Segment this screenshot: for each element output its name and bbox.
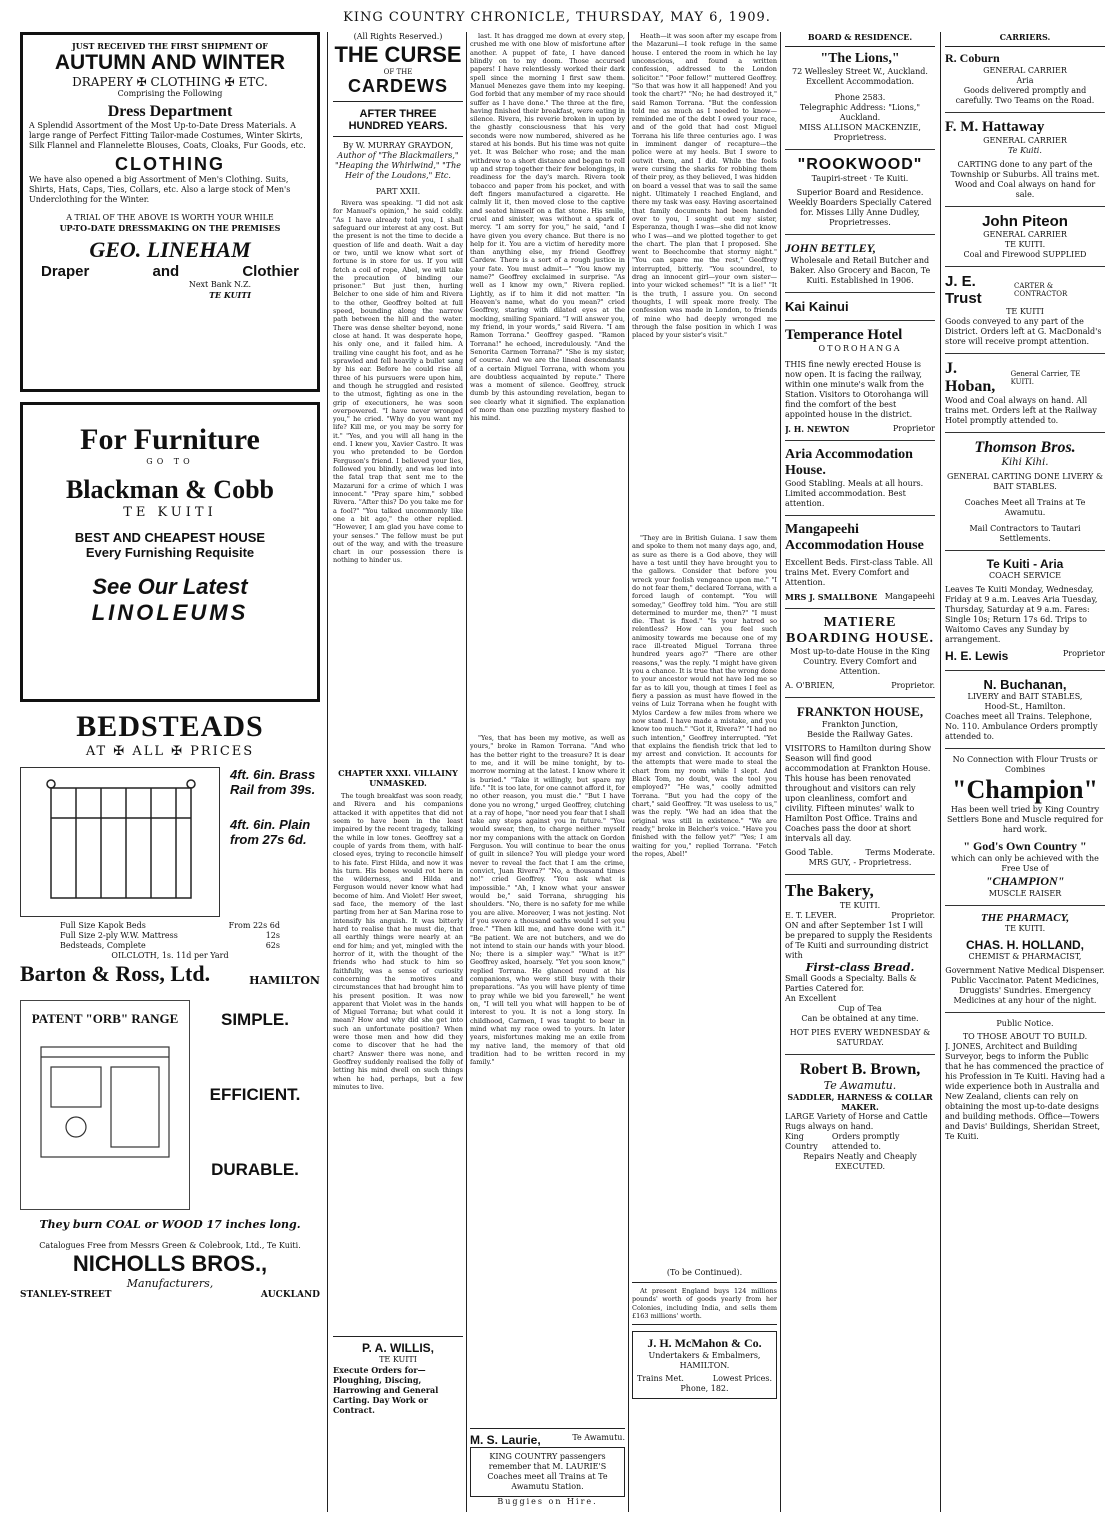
mcmahon-phone: Phone, 182. [680, 1384, 729, 1394]
matiere-name: MATIERE BOARDING HOUSE. [785, 615, 935, 646]
thomson-coaches: Coaches Meet all Trains at Te Awamutu. [964, 498, 1086, 517]
build-text: J. JONES, Architect and Building Surveyor, begs to inform the Public that he has commenced the practice of his Profession in Te Kuiti. Having had a wide experience both in Australia and New Zealand, clients can rely on obtaining the most up-to-date designs and building methods. Office—Towers and Davis' Buildings, Sheridan Street, Te Kuiti. [945, 1042, 1105, 1141]
story-text-col3b: "Yes, that has been my motive, as well as yours," broke in Ramon Torrana. "And who has the better right to the treasure? It is dear to me, and it will be mine tonight, by to-morrow morning at the latest. I know where it is buried." "Take it willingly, but spare my life." "It is too late, for one cannot afford it, for no other reason, you must die." "But I have done you no wrong," urged Geoffrey, clutching at a ray of hope, "nor need you fear that I shall take any steps against you in future." "You would swear, then, to charge neither myself nor my companions with the attack on Gordon Ferguson. You will continue to bear the onus of guilt in silence? You will pledge your word never to reveal the fact that I am the crime, convict, Juan Rivera?" "No, a thousand times no!" cried Geoffrey. "You ask what is impossible." "Ah, I know what your answer would be," said Torrana, shrugging his shoulders. "No, there is no safety for me while you are alive. Moreover, I was not jesting. Not if you swore a thousand oaths would I set you free." "Then kill me, and have done with it." "Be patient. We are not butchers, and we do not intend to stain our hands with your blood. No; there is a simpler way." "What is it?" Geoffrey asked, hoarsely. "Yet you soon know," replied Torrana. He glanced round at his companions, who were still busy with their preparations. "As you will have plenty of time to pray while we bid you farewell," he went on, "I will tell you what will happen to be of interest to you. It is not a long story. In childhood, Carmen, I was taught to bear in mind what my race owed to yours. In later years, misfortunes making me an exile from my native land, the memory of that old tradition had to be written record in my family." [470, 734, 625, 1067]
bakery-name: The Bakery, [785, 881, 874, 900]
furniture-firm: Blackman & Cobb [65, 475, 275, 504]
thomson-name: Thomson Bros. [974, 439, 1076, 456]
obrien-name: A. O'BRIEN, [785, 681, 835, 690]
newton-name: J. H. NEWTON [785, 424, 850, 434]
bakery-hot-pies: HOT PIES EVERY WEDNESDAY & SATURDAY. [789, 1028, 931, 1047]
mangapeehi-text: Excellent Beds. First-class Table. All trains Met. Every Comfort and Attention. [785, 558, 933, 587]
bedsteads-brass: 4ft. 6in. Brass Rail from 39s. [230, 767, 316, 797]
champion-gods-own: " God's Own Country " [963, 839, 1087, 853]
laurie-name: M. S. Laurie, [470, 1433, 541, 1447]
story-text-col3: last. It has dragged me down at every step, crushed me with one blow of misfortune after another. A puppet of fate, I have danced blindly on to my doom. Those accursed papers! I have relentlessly worked their dark spell since the morning I first saw them. Manuel Menezes gave them into my keeping. God forbid that any member of my race should suffer as I have done." The three at the fire, having finished their breakfast, were eating in silence. Rivera, his reverie broken in upon by the ghastly consciousness that his very seconds were now numbered, shivered as he stared at his bonds. But his time was not quite yet. It was Belcher who rose; and the man withdrew to a short distance and began to roll up and strap together their few belongings, in readiness for the day's march. Rivera took tobacco and paper from his pocket, and with deft fingers manufactured a cigarette. He calmly lit it, then moved close to the captive and seated himself on a flat stone. His smile, cruel and sinister, was without a spark of mercy. "I am sorry for you," he said, "and I have given you every chance. But there is no help for it. You are a victim of heredity more than anything else, my friend Geoffrey Cardew. There is a sort of a rough justice in your fate. You must admit—" "You know my name?" Geoffrey exclaimed in surprise. "As well as I know my own," Rivera replied. Lightly, as if to him it did not matter. "In Heaven's name, what do you mean?" cried Geoffrey, staring with dilated eyes at the mocking, smiling Spaniard. "I will answer you, my friend, in your words," said Rivera. "I am Ramon Torrana." Geoffrey gasped. "Ramon Torrana!" he echoed, incredulously. "And the Senorita Carmen Torrana?" "She is my sister, of course. And we are the lineal descendants of a certain Miguel Torrana, with whom you are doubtless acquainted by repute." There was a moment of silence. Geoffrey, struck dumb by this astounding revelation, began to see clearly what it signified. The explanation of more than one puzzling mystery flashed to his mind. [470, 32, 625, 423]
bedsteads-town: HAMILTON [249, 974, 320, 987]
bedsteads-oilcloth: OILCLOTH, 1s. 11d per Yard [111, 951, 229, 960]
bakery-cup-text: Can be obtained at any time. [801, 1014, 919, 1023]
furniture-ad [20, 402, 320, 702]
furniture-goto: GO TO [146, 457, 194, 466]
build-head: TO THOSE ABOUT TO BUILD. [962, 1032, 1088, 1041]
lineham-line3: DRAPERY ✠ CLOTHING ✠ ETC. [72, 75, 268, 89]
bettley-name: JOHN BETTLEY, [785, 241, 876, 255]
furniture-every: Every Furnishing Requisite [85, 545, 255, 560]
lions-tel: Telegraphic Address: "Lions," Auckland. [799, 103, 921, 122]
hoban-name: J. Hoban, [945, 360, 996, 395]
aria-coach-name: Te Kuiti - Aria [986, 557, 1064, 571]
lineham-ad [20, 32, 320, 392]
lineham-dept: Dress Department [107, 103, 233, 120]
aria-coach-sub: COACH SERVICE [988, 571, 1062, 580]
trust-trade: CARTER & CONTRACTOR [1014, 282, 1068, 298]
story-title2: CARDEWS [348, 76, 448, 96]
column-story-1 [333, 32, 463, 1512]
holland-name: CHAS. H. HOLLAND, [966, 938, 1084, 952]
orb-simple: SIMPLE. [220, 1010, 289, 1029]
bedsteads-ad [20, 710, 320, 1000]
champion-gods-text: which can only be achieved with the Free Use of [951, 854, 1099, 873]
temperance-place: OTOROHANGA [818, 344, 902, 353]
public-notice: Public Notice. [996, 1019, 1054, 1028]
mcmahon-name: J. H. McMahon & Co. [647, 1336, 762, 1351]
willis-name: P. A. WILLIS, [361, 1341, 434, 1355]
story-text-col2: Rivera was speaking. "I did not ask for Manuel's opinion," he said coldly. "As I have already told you, I shall safeguard our interest at any cost. But the present is not the time to decide a question of life and death. Wait a day or two, until we know what sort of fortune is in store for us. If you will fetch a coil of rope, Abel, we will take the precaution of binding our prisoner." But just then, hurling Belcher to one side of him and Rivera to the other, Geoffrey bolted at full speed, bounding along the narrow path between the hill and the water. There was dense shelter beyond, none close at hand. It was desperate hope, his only one, and it failed him. A trailing vine caught his foot, and as he sprawled and fell heavily a bullet sang by his ear. Before he could rise all three of his pursuers were upon him, and though he struggled and resisted to the utmost, fighting as one in the grip of executioners, he was soon overpowered. "I have never wronged you," he cried. "Why do you want my life? Kill me, or you may be sorry for it." "Yes, and you will all hang in the end. I knew you, Xavier Castro. It was you who pretended to be Gordon Ferguson's friend. I believed your lies, followed you blindly, and was led into the fatal trap that sent me to the Mazaruni for a crime of which I was innocent." "Pray spare him," sobbed Rivera. "After this? Do you take me for a fool?" "You talked uncommonly like one a bit ago," the other replied. "However, I am glad you have come to your senses." The fellow must be put out of the way, and with the treasure chart in our possession there is nothing to hinder us. [333, 199, 463, 565]
holland-trade: CHEMIST & PHARMACIST, [968, 952, 1082, 961]
bakery-text: ON and after September 1st I will be prepared to supply the Residents of Te Kuiti and surrounding district with [785, 921, 933, 960]
champion-name: "Champion" [952, 775, 1098, 804]
piteon-name: John Piteon [982, 213, 1068, 230]
bakery-bread: First-class Bread. [805, 961, 915, 974]
story-of: OF THE [383, 68, 413, 76]
frankton-good-table: Good Table. [785, 848, 834, 857]
newton-proprietor: Proprietor [892, 424, 935, 433]
column-story-3 [632, 32, 777, 1512]
thomson-place: Kihi Kihi. [1001, 457, 1049, 468]
lions-phone: Phone 2583. [834, 93, 886, 102]
bedstead-illustration [20, 767, 220, 917]
board-head: BOARD & RESIDENCE. [807, 32, 913, 42]
bakery-town: TE KUITI. [839, 901, 881, 910]
piteon-text: Coal and Firewood SUPPLIED [963, 250, 1087, 259]
lineham-clothing: CLOTHING [115, 154, 225, 174]
coburn-name: R. Coburn [945, 51, 1000, 65]
orb-efficient: EFFICIENT. [209, 1085, 301, 1104]
bettley-text: Wholesale and Retail Butcher and Baker. Also Grocery and Bacon, Te Kuiti. Established in 1906. [789, 256, 931, 285]
coburn-trade: GENERAL CARRIER [983, 66, 1067, 75]
masthead: KING COUNTRY CHRONICLE, THURSDAY, MAY 6, 1909. [343, 10, 771, 25]
holland-text: Government Native Medical Dispenser. Public Vaccinator. Patent Medicines, Druggists' Sundries. Emergency Medicines at any hour of the night. [945, 966, 1105, 1005]
orb-city: AUCKLAND [260, 1290, 320, 1300]
trust-name: J. E. Trust [945, 273, 982, 307]
orb-manuf: Manufacturers, [126, 1277, 214, 1290]
column-ads-left [20, 32, 320, 1300]
mangapeehi-name: Mangapeehi [785, 522, 859, 537]
willis-town: TE KUITI [379, 1355, 417, 1364]
thomson-mail: Mail Contractors to Tautari Settlements. [969, 524, 1081, 543]
frankton-junction: Frankton Junction, [821, 720, 899, 729]
lineham-name: GEO. LINEHAM [89, 237, 251, 262]
lions-prop: MISS ALLISON MACKENZIE, Proprietress. [799, 123, 921, 142]
champion-intro: No Connection with Flour Trusts or Combines [952, 755, 1098, 774]
bedsteads-complete-price: 62s [265, 941, 280, 950]
lever-prop: Proprietor. [891, 911, 935, 920]
lineham-and: and [152, 263, 180, 280]
aria-name: Aria Accommodation House. [785, 447, 913, 478]
hoban-text: Wood and Coal always on hand. All trains met. Orders left at the Railway Hotel promptly attended to. [945, 396, 1097, 425]
frankton-name: FRANKTON HOUSE, [796, 704, 924, 719]
temperance-text: THIS fine newly erected House is now open. It is facing the railway, within one minute's walk from the Station. Visitors to Otorohanga will find the comfort of the best appointed house in the district. [785, 360, 929, 419]
furniture-lino: LINOLEUMS [91, 600, 249, 625]
bedsteads-complete: Bedsteads, Complete [60, 941, 146, 950]
story-by: By W. MURRAY GRAYDON, [342, 141, 454, 150]
hattaway-text: CARTING done to any part of the Township or Suburbs. All trains met. Wood and Coal always on hand for sale. [950, 160, 1100, 199]
furniture-see: See Our Latest [92, 574, 248, 599]
column-board [785, 32, 935, 1512]
carriers-head: CARRIERS. [999, 32, 1051, 42]
lions-addr: 72 Wellesley Street W., Auckland. [792, 67, 928, 76]
bedsteads-kapok: Full Size Kapok Beds [60, 921, 146, 930]
pharmacy-town: TE KUITI. [1004, 924, 1046, 933]
rookwood-addr: Taupiri-street · Te Kuiti. [811, 174, 909, 183]
temperance-name: Temperance Hotel [785, 327, 903, 343]
mangapeehi-name2: Accommodation House [785, 538, 924, 553]
hattaway-name: F. M. Hattaway [945, 119, 1045, 135]
willis-ad [333, 1341, 463, 1415]
trust-town: TE KUITI [1006, 307, 1044, 316]
story-rights: (All Rights Reserved.) [353, 32, 443, 41]
lineham-dept-text: A Splendid Assortment of the Most Up-to-Date Dress Materials. A large range of Perfect Fitting Tailor-made Costumes, Winter Skirts, Silk Flannel and Flannelette Blouses, Coats, Cloaks, Fur Goods, etc. [29, 121, 306, 150]
rookwood-name: "ROOKWOOD" [797, 156, 923, 173]
column-carriers [945, 32, 1105, 1512]
story-continued: (To be Continued). [666, 1268, 743, 1277]
buchanan-text: Coaches meet all Trains. Telephone, No. 110. Ambulance Orders promptly attended to. [945, 712, 1098, 741]
news-item: At present England buys 124 millions pounds' worth of goods yearly from her Colonies, including India, and sells them £163 millions' worth. [632, 1287, 777, 1320]
orb-range-illustration [20, 1000, 190, 1210]
story-subtitle: AFTER THREE HUNDRED YEARS. [348, 108, 448, 132]
piteon-town: TE KUITI. [1004, 240, 1046, 249]
lewis-name: H. E. Lewis [945, 649, 1009, 663]
bedsteads-firm: Barton & Ross, Ltd. [20, 961, 211, 986]
buchanan-name: N. Buchanan, [983, 677, 1067, 692]
lineham-next: Next Bank N.Z. [188, 280, 251, 289]
lineham-line2: AUTUMN AND WINTER [54, 51, 286, 74]
orb-durable: DURABLE. [211, 1160, 299, 1179]
piteon-trade: GENERAL CARRIER [983, 230, 1067, 239]
bakery-cup: Cup of Tea [838, 1004, 882, 1013]
lineham-town: TE KUITI [209, 290, 251, 300]
brown-orders: Orders promptly attended to. [831, 1132, 900, 1151]
frankton-text: VISITORS to Hamilton during Show Season will find good accommodation at Frankton House. This house has been renovated throughout and visitors can rely upon cleanliness, comfort and civility. Fifteen minutes' walk to Hamilton Post Office. Trains and Coaches pass the door at short intervals all day. [785, 744, 932, 843]
lineham-clothing-text: We have also opened a big Assortment of Men's Clothing. Suits, Shirts, Hats, Caps, Ties, Collars, etc. Also a large stock of Men's Underclothing for the Winter. [29, 175, 291, 204]
orb-firm: NICHOLLS BROS., [72, 1251, 268, 1276]
brown-town: Te Awamutu. [823, 1079, 897, 1092]
bedsteads-title: BEDSTEADS [76, 710, 264, 743]
bakery-excellent: An Excellent [785, 994, 837, 1003]
bedsteads-kapok-price: From 22s 6d [228, 921, 280, 930]
story-author: Author of "The Blackmailers," "Heaping the Whirlwind," "The Heir of the Loudons," Etc. [335, 151, 461, 180]
lineham-line1: JUST RECEIVED THE FIRST SHIPMENT OF [72, 41, 268, 51]
champion-text: Has been well tried by King Country Settlers Bone and Muscle required for hard work. [946, 805, 1104, 834]
champion-muscle: MUSCLE RAISER [988, 889, 1062, 898]
laurie-ad [470, 1433, 625, 1507]
brown-trade: SADDLER, HARNESS & COLLAR MAKER. [787, 1092, 933, 1112]
mcmahon-prices: Lowest Prices. [712, 1374, 772, 1384]
pharmacy-name: THE PHARMACY, [980, 912, 1070, 924]
furniture-best: BEST AND CHEAPEST HOUSE [74, 530, 266, 545]
laurie-town: Te Awamutu. [572, 1433, 625, 1442]
lineham-draper: Draper [41, 263, 90, 280]
story-text-col4: Heath—it was soon after my escape from the Mazaruni—I took refuge in the same house. I entered the room in which he lay unconscious, and found a written confession, addressed to the London solicitor." "Poor fellow!" muttered Geoffrey. "So that was how it all happened! And you took the chart?" "No; he had destroyed it," said Ramon Torrana. "But the confession told me as much as I needed to know—reminded me of the debt I owed your race, and of the gold that had cost Miguel Torrana his life three centuries ago. I was in imminent danger of recapture—the police were at my heels. But I swore to outwit them, and I did. While the fools were cursing the sharks for robbing them of their prey, as they believed, I was hidden on board a vessel that was to sail the same night. Ultimately I reached England, and there my task was easy. Having ascertained that family documents had been handed over to you, I sought out my sister, Esperanza, though I was—she did not know who I was—and we plotted together to get the chart. The plan that I proposed. She went to Beechcombe that stormy night." "You can spare me the rest," Geoffrey interrupted, bitterly. "You scoundrel, to drag an innocent girl—your own sister—into your wicked schemes!" "It is a lie!" "It is the truth, I assure you. On second thoughts, I will speak more freely. The confession was made in London, to friends of mine who had deeply wronged me through the false position in which I was placed by your sister's visit." [632, 32, 777, 340]
laurie-box: KING COUNTRY passengers remember that M. LAURIE'S Coaches meet all Trains at Te Awamutu Station. [470, 1447, 625, 1497]
orb-street: STANLEY-STREET [20, 1290, 112, 1300]
kai-kainui: Kai Kainui [785, 299, 849, 314]
lever-name: E. T. LEVER. [785, 911, 837, 920]
orb-catalogues: Catalogues Free from Messrs Green & Colebrook, Ltd., Te Kuiti. [39, 1241, 301, 1250]
obrien-prop: Proprietor. [891, 681, 935, 690]
buchanan-trade: LIVERY and BAIT STABLES, [967, 692, 1083, 701]
brown-repairs: Repairs Neatly and Cheaply EXECUTED. [803, 1152, 917, 1171]
story-part: PART XXII. [375, 187, 421, 196]
smallbone-name: MRS J. SMALLBONE [785, 592, 878, 602]
frankton-guy: MRS GUY, - Proprietress. [808, 858, 912, 867]
mcmahon-line1: Undertakers & Embalmers, [648, 1351, 761, 1361]
bakery-text2: Small Goods a Specialty. Balls & Parties Catered for. [785, 974, 917, 993]
column-story-2 [470, 32, 625, 1512]
orb-range: PATENT "ORB" RANGE [31, 1011, 179, 1026]
furniture-town: TE KUITI [123, 505, 217, 520]
frankton-terms: Terms Moderate. [865, 848, 935, 857]
hattaway-trade: GENERAL CARRIER [983, 136, 1067, 145]
frankton-beside: Beside the Railway Gates. [807, 730, 913, 739]
story-text-col2b: The tough breakfast was soon ready, and Rivera and his companions attacked it with appetites that did not seem to have been in the least impaired by the recent tragedy, talking the while in low tones. Geoffrey sat a couple of yards from them, with half-closed eyes, trying to reconcile himself to his fate. First Hilda, and now it was his turn. His bones would rot here in the wilderness, and Hilda and Ferguson would never know what had become of him. And Violet! Her sweet, sad face, the memory of the last parting from her at San Marina rose to intensify his anguish. It was bitterly hard to realise that he must die, that all earthly things were nearly at an end for him; and yet, mingled with the horror of it, with the thought of the friends who had stuck to him so faithfully, was a sense of curiosity concerning the motives and circumstances that had brought him to his present position. It was now apparent that Violet was in the hands of Miguel Torrana; but what could it mean? How and why did she get into such an unfortunate position? When were those men and how did they come to discover that he had the chart? Answer there was none, and Geoffrey suddenly realised the folly of letting his mind dwell on such things when he had, perhaps, but a few minutes to live. [333, 792, 463, 1091]
rookwood-text: Superior Board and Residence. Weekly Boarders Specially Catered for. Misses Lilly Anne Dudley, Proprietresses. [788, 188, 932, 227]
buchanan-addr: Hood-St., Hamilton. [984, 702, 1066, 711]
story-title1: THE CURSE [334, 42, 462, 67]
brown-name: Robert B. Brown, [799, 1061, 921, 1078]
aria-coach-text: Leaves Te Kuiti Monday, Wednesday, Friday at 9 a.m. Leaves Aria Tuesday, Thursday, Saturday at 9 a.m. Fares: Single 10s; Return 17s 6d. Trips to Waitomo Caves any Sunday by arrangement. [945, 585, 1098, 644]
furniture-line1: For Furniture [80, 423, 260, 456]
coburn-text: Goods delivered promptly and carefully. Two Teams on the Road. [955, 86, 1095, 105]
lions-excellent: Excellent Accommodation. [805, 77, 915, 86]
lineham-line4: Comprising the Following [117, 89, 223, 98]
mcmahon-line2: HAMILTON. [679, 1361, 730, 1371]
orb-ad [20, 1000, 320, 1300]
brown-king-country: King Country [785, 1132, 818, 1151]
laurie-buggies: Buggies on Hire. [497, 1497, 598, 1506]
coburn-place: Aria [1016, 76, 1034, 85]
bedsteads-mattress-price: 12s [265, 931, 280, 940]
hattaway-town: Te Kuiti. [1008, 146, 1042, 155]
lineham-trial: A TRIAL OF THE ABOVE IS WORTH YOUR WHILE [66, 213, 274, 222]
story-chapter: CHAPTER XXXI. VILLAINY UNMASKED. [338, 768, 458, 788]
smallbone-place: Mangapeehi [884, 592, 935, 601]
lewis-prop: Proprietor [1062, 649, 1105, 658]
thomson-text: GENERAL CARTING DONE LIVERY & BAIT STABLES. [946, 472, 1104, 491]
story-text-col4b: "They are in British Guiana. I saw them and spoke to them not many days ago, and, as sure as there is a God above, they will have a test until they have brought you to the gallows. Consider that before you wreck your foolish vengeance upon me." "I do not fear them," declared Torrana, with a forced laugh of contempt. "You will someday," Geoffrey told him. "You are still determined to murder me, then?" "I must die. That is fixed." "Is your hatred so relentless? How can you feel such animosity towards me because one of my race ill-treated Miguel Torrana three hundred years ago?" "There are other reasons," was the reply. "I might have given you a chance. It is true that the wrong done to your ancestor would not have led me so far as to kill you, though at times I feel as fiery a passion as must have flowed in the veins of Luiz Torrana when he fought with Mylos Cardew a few miles from where we now stand. I have made a mistake, and you know too much." "Got it, Rivera?" "I had no such intention," Geoffrey interrupted. "Yet that explains the fiendish trick that led to my arrest and conviction. It accounts for the attempts that were made to steal the chart from my room while I slept. And Black Tom, no doubt, was the tool you employed?" "He was," coolly admitted Torrana. "But you had the copy of the chart," said Geoffrey. "It was useless to us," was the reply. "We had an idea that the original was still in existence." "We are ready," broke in Belcher's voice. "Have you finished with the fellow yet?" "Yes; I am waiting for you," replied Torrana. "Fetch the ropes, Abel!" [632, 534, 777, 858]
matiere-text: Most up-to-date House in the King Country. Every Comfort and Attention. [790, 647, 930, 676]
bedsteads-mattress: Full Size 2-ply W.W. Mattress [60, 931, 178, 940]
mcmahon-ad [632, 1331, 777, 1399]
lineham-dressmaking: UP-TO-DATE DRESSMAKING ON THE PREMISES [59, 223, 281, 233]
lineham-clothier: Clothier [242, 263, 299, 280]
brown-text: LARGE Variety of Horse and Cattle Rugs always on hand. [785, 1112, 928, 1131]
lions-name: "The Lions," [820, 51, 900, 66]
willis-text: Execute Orders for— Ploughing, Discing, Harrowing and General Carting. Day Work or Contract. [333, 1365, 439, 1415]
bedsteads-sub: AT ✠ ALL ✠ PRICES [85, 744, 255, 759]
champion-name2: "CHAMPION" [985, 874, 1065, 888]
orb-burn: They burn COAL or WOOD 17 inches long. [39, 1218, 301, 1231]
trust-text: Goods conveyed to any part of the District. Orders left at G. MacDonald's store will receive prompt attention. [945, 317, 1102, 346]
hoban-trade: General Carrier, TE KUITI. [1010, 370, 1081, 386]
aria-text: Good Stabling. Meals at all hours. Limited accommodation. Best attention. [785, 479, 924, 508]
bedsteads-plain: 4ft. 6in. Plain from 27s 6d. [230, 817, 311, 847]
mcmahon-trains: Trains Met. [637, 1374, 684, 1384]
